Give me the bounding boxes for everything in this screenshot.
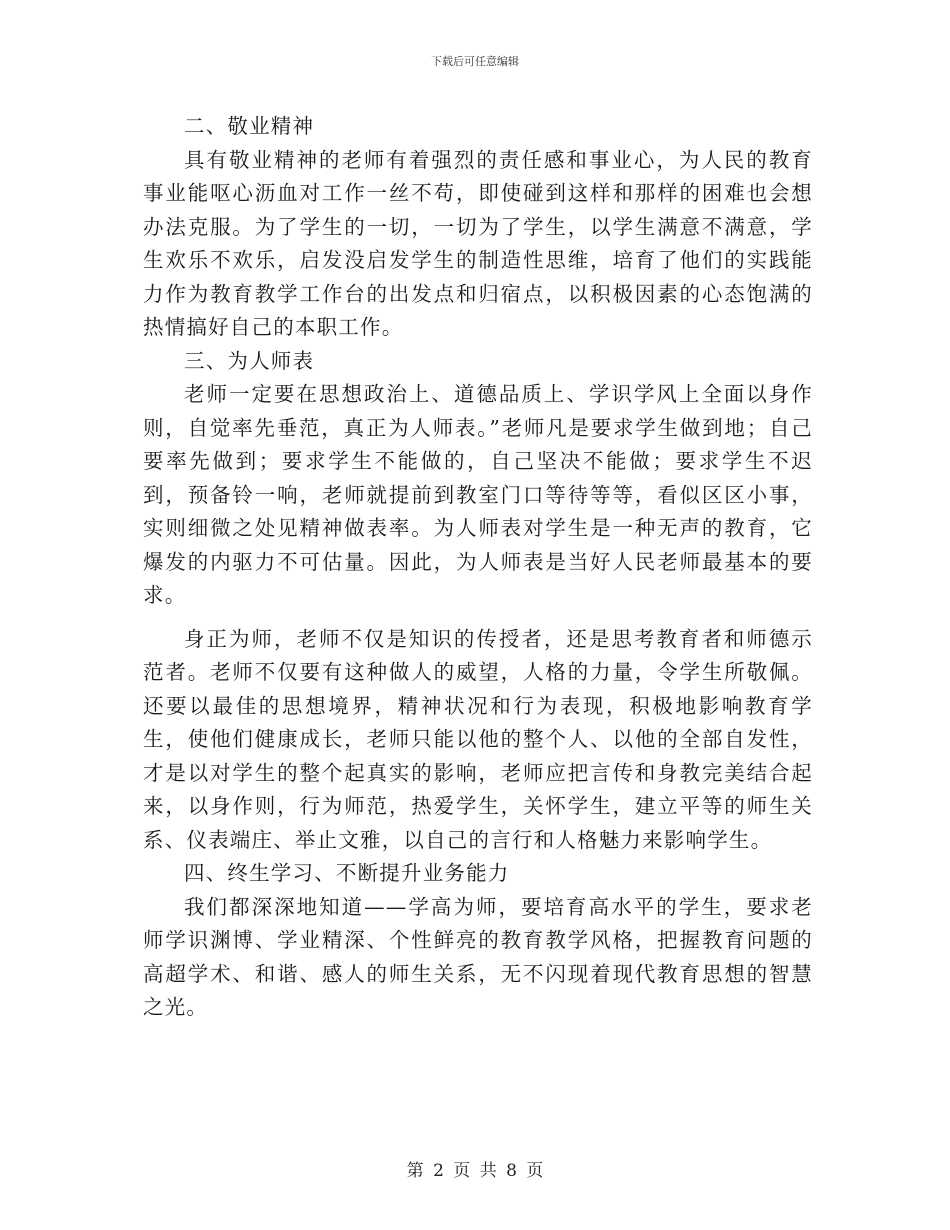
document-body	[143, 110, 813, 1025]
paragraph-role-model-2: 身正为师，老师不仅是知识的传授者，还是思考教育者和师德示范者。老师不仅要有这种做人的威望，人格的力量，令学生所敬佩。还要以最佳的思想境界，精神状况和行为表现，积极地影响教育学生，使他们健康成长，老师只能以他的整个人、以他的全部自发性，才是以对学生的整个起真实的影响，老师应把言传和身教完美结合起来，以身作则，行为师范，热爱学生，关怀学生，建立平等的师生关系、仪表端庄、举止文雅，以自己的言行和人格魅力来影响学生。	[143, 626, 813, 852]
page-header-note: 下载后可任意编辑	[431, 55, 519, 68]
section-heading-lifelong-learning: 四、终生学习、不断提升业务能力	[184, 861, 510, 885]
section-heading-role-model: 三、为人师表	[184, 348, 315, 373]
paragraph-lifelong-learning: 我们都深深地知道——学高为师，要培育高水平的学生，要求老师学识渊博、学业精深、个性鲜亮的教育教学风格，把握教育问题的高超学术、和谐、感人的师生关系，无不闪现着现代教育思想的智慧之光。	[143, 894, 813, 1019]
page-number: 第 2 页 共 8 页	[406, 1161, 544, 1181]
section-heading-dedication: 二、敬业精神	[184, 114, 315, 138]
paragraph-role-model-1: 老师一定要在思想政治上、道德品质上、学识学风上全面以身作则，自觉率先垂范，真正为人师表。”老师凡是要求学生做到地；自己要率先做到；要求学生不能做的，自己坚决不能做；要求学生不迟到，预备铃一响，老师就提前到教室门口等待等等，看似区区小事，实则细微之处见精神做表率。为人师表对学生是一种无声的教育，它爆发的内驱力不可估量。因此，为人师表是当好人民老师最基本的要求。	[143, 382, 813, 607]
paragraph-dedication: 具有敬业精神的老师有着强烈的责任感和事业心，为人民的教育事业能呕心沥血对工作一丝不苟，即使碰到这样和那样的困难也会想办法克服。为了学生的一切，一切为了学生，以学生满意不满意，学生欢乐不欢乐，启发没启发学生的制造性思维，培育了他们的实践能力作为教育教学工作台的出发点和归宿点，以积极因素的心态饱满的热情搞好自己的本职工作。	[143, 147, 813, 339]
